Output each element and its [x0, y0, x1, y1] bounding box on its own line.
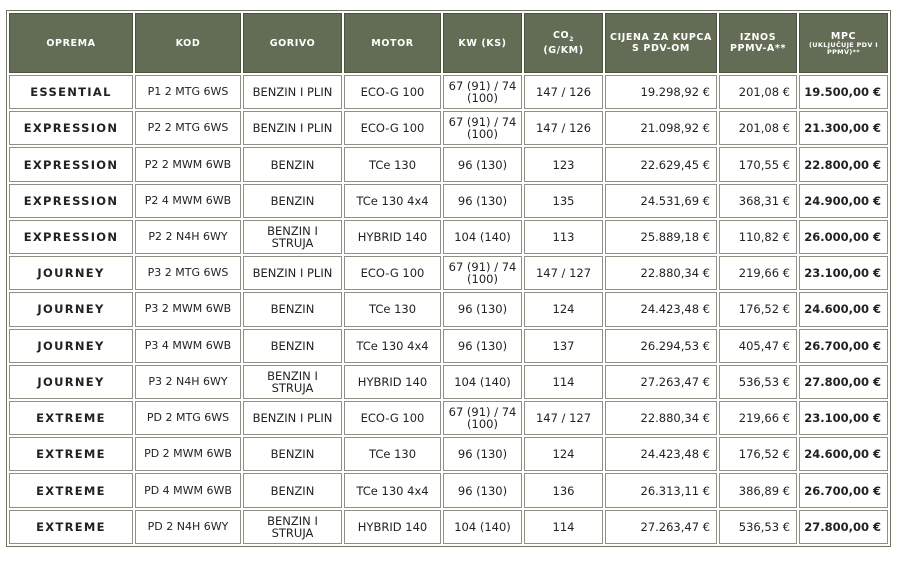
cell-mpc: 26.700,00 €: [799, 329, 888, 363]
cell-motor: ECO-G 100: [344, 401, 441, 435]
cell-co2: 135: [524, 184, 603, 218]
cell-gorivo: BENZIN: [243, 184, 342, 218]
cell-cijena: 19.298,92 €: [605, 75, 717, 109]
cell-co2: 124: [524, 437, 603, 471]
cell-gorivo: BENZIN I STRUJA: [243, 220, 342, 254]
table-row: [9, 473, 888, 507]
table-row: [9, 184, 888, 218]
cell-cijena: 24.423,48 €: [605, 292, 717, 326]
cell-gorivo: BENZIN I STRUJA: [243, 510, 342, 544]
cell-kw: 104 (140): [443, 365, 522, 399]
cell-iznos: 219,66 €: [719, 256, 797, 290]
table-row: [9, 75, 888, 109]
cell-iznos: 536,53 €: [719, 510, 797, 544]
cell-iznos: 176,52 €: [719, 437, 797, 471]
cell-motor: ECO-G 100: [344, 256, 441, 290]
cell-oprema: EXPRESSION: [9, 111, 133, 145]
cell-kod: P2 2 MWM 6WB: [135, 147, 241, 181]
header-row: [9, 13, 888, 73]
cell-kod: PD 4 MWM 6WB: [135, 473, 241, 507]
cell-oprema: JOURNEY: [9, 329, 133, 363]
header-co2-main: CO: [552, 30, 570, 42]
cell-mpc: 27.800,00 €: [799, 365, 888, 399]
cell-cijena: 26.313,11 €: [605, 473, 717, 507]
cell-motor: TCe 130: [344, 292, 441, 326]
cell-kod: PD 2 N4H 6WY: [135, 510, 241, 544]
cell-kw: 96 (130): [443, 437, 522, 471]
cell-motor: ECO-G 100: [344, 111, 441, 145]
cell-cijena: 27.263,47 €: [605, 365, 717, 399]
header-co2: [524, 13, 603, 73]
cell-kw: 67 (91) / 74 (100): [443, 111, 522, 145]
header-oprema: OPREMA: [9, 13, 133, 73]
cell-co2: 147 / 126: [524, 111, 603, 145]
cell-motor: HYBRID 140: [344, 220, 441, 254]
cell-co2: 123: [524, 147, 603, 181]
cell-motor: TCe 130: [344, 147, 441, 181]
header-co2-subscript: 2: [569, 35, 575, 43]
table-row: [9, 510, 888, 544]
cell-oprema: EXTREME: [9, 510, 133, 544]
cell-cijena: 22.880,34 €: [605, 256, 717, 290]
cell-mpc: 24.600,00 €: [799, 437, 888, 471]
cell-oprema: ESSENTIAL: [9, 75, 133, 109]
cell-co2: 147 / 127: [524, 256, 603, 290]
cell-kw: 67 (91) / 74 (100): [443, 401, 522, 435]
cell-oprema: JOURNEY: [9, 292, 133, 326]
header-motor: MOTOR: [344, 13, 441, 73]
header-kod: KOD: [135, 13, 241, 73]
cell-kw: 96 (130): [443, 292, 522, 326]
table-row: [9, 329, 888, 363]
cell-mpc: 27.800,00 €: [799, 510, 888, 544]
cell-iznos: 386,89 €: [719, 473, 797, 507]
cell-motor: TCe 130: [344, 437, 441, 471]
cell-oprema: EXPRESSION: [9, 220, 133, 254]
cell-mpc: 23.100,00 €: [799, 256, 888, 290]
cell-kod: P3 2 MWM 6WB: [135, 292, 241, 326]
cell-iznos: 368,31 €: [719, 184, 797, 218]
header-gorivo: GORIVO: [243, 13, 342, 73]
cell-mpc: 24.900,00 €: [799, 184, 888, 218]
cell-co2: 113: [524, 220, 603, 254]
table-row: [9, 437, 888, 471]
header-mpc-label: MPC: [830, 30, 857, 42]
cell-oprema: JOURNEY: [9, 365, 133, 399]
cell-kod: P3 2 N4H 6WY: [135, 365, 241, 399]
price-table-body: [9, 75, 888, 544]
cell-iznos: 176,52 €: [719, 292, 797, 326]
cell-cijena: 21.098,92 €: [605, 111, 717, 145]
cell-oprema: EXPRESSION: [9, 184, 133, 218]
table-row: [9, 256, 888, 290]
cell-kw: 67 (91) / 74 (100): [443, 75, 522, 109]
table-row: [9, 401, 888, 435]
cell-cijena: 22.880,34 €: [605, 401, 717, 435]
cell-iznos: 536,53 €: [719, 365, 797, 399]
cell-co2: 124: [524, 292, 603, 326]
cell-gorivo: BENZIN: [243, 473, 342, 507]
cell-kod: PD 2 MWM 6WB: [135, 437, 241, 471]
cell-iznos: 170,55 €: [719, 147, 797, 181]
cell-co2: 114: [524, 510, 603, 544]
cell-motor: HYBRID 140: [344, 510, 441, 544]
cell-mpc: 23.100,00 €: [799, 401, 888, 435]
cell-oprema: EXTREME: [9, 473, 133, 507]
cell-kw: 96 (130): [443, 473, 522, 507]
price-table: [6, 10, 891, 547]
cell-iznos: 110,82 €: [719, 220, 797, 254]
cell-mpc: 24.600,00 €: [799, 292, 888, 326]
cell-gorivo: BENZIN I STRUJA: [243, 365, 342, 399]
cell-mpc: 21.300,00 €: [799, 111, 888, 145]
table-row: [9, 111, 888, 145]
cell-kw: 96 (130): [443, 329, 522, 363]
cell-gorivo: BENZIN I PLIN: [243, 75, 342, 109]
cell-oprema: JOURNEY: [9, 256, 133, 290]
cell-motor: TCe 130 4x4: [344, 184, 441, 218]
cell-kod: P3 4 MWM 6WB: [135, 329, 241, 363]
cell-iznos: 405,47 €: [719, 329, 797, 363]
header-mpc-note: (UKLJUČUJE PDV I PPMV)**: [809, 40, 878, 56]
cell-kw: 104 (140): [443, 220, 522, 254]
table-row: [9, 365, 888, 399]
cell-cijena: 24.531,69 €: [605, 184, 717, 218]
cell-kod: P2 2 N4H 6WY: [135, 220, 241, 254]
cell-kod: P1 2 MTG 6WS: [135, 75, 241, 109]
cell-gorivo: BENZIN I PLIN: [243, 256, 342, 290]
cell-co2: 147 / 127: [524, 401, 603, 435]
cell-gorivo: BENZIN I PLIN: [243, 401, 342, 435]
table-row: [9, 147, 888, 181]
header-cijena: CIJENA ZA KUPCA S PDV-OM: [605, 13, 717, 73]
cell-oprema: EXPRESSION: [9, 147, 133, 181]
cell-mpc: 26.700,00 €: [799, 473, 888, 507]
cell-co2: 137: [524, 329, 603, 363]
header-mpc: [799, 13, 888, 73]
header-co2-unit: (G/KM): [543, 44, 584, 56]
cell-kw: 96 (130): [443, 147, 522, 181]
cell-co2: 114: [524, 365, 603, 399]
cell-motor: TCe 130 4x4: [344, 329, 441, 363]
cell-mpc: 26.000,00 €: [799, 220, 888, 254]
cell-cijena: 24.423,48 €: [605, 437, 717, 471]
cell-cijena: 27.263,47 €: [605, 510, 717, 544]
table-row: [9, 220, 888, 254]
cell-motor: HYBRID 140: [344, 365, 441, 399]
cell-co2: 136: [524, 473, 603, 507]
table-row: [9, 292, 888, 326]
cell-iznos: 201,08 €: [719, 75, 797, 109]
header-iznos: IZNOS PPMV-A**: [719, 13, 797, 73]
cell-gorivo: BENZIN: [243, 292, 342, 326]
cell-kw: 67 (91) / 74 (100): [443, 256, 522, 290]
cell-gorivo: BENZIN: [243, 329, 342, 363]
cell-gorivo: BENZIN I PLIN: [243, 111, 342, 145]
cell-cijena: 22.629,45 €: [605, 147, 717, 181]
header-kw: KW (KS): [443, 13, 522, 73]
cell-gorivo: BENZIN: [243, 147, 342, 181]
cell-kw: 104 (140): [443, 510, 522, 544]
cell-cijena: 26.294,53 €: [605, 329, 717, 363]
cell-oprema: EXTREME: [9, 401, 133, 435]
cell-mpc: 22.800,00 €: [799, 147, 888, 181]
cell-motor: TCe 130 4x4: [344, 473, 441, 507]
cell-kw: 96 (130): [443, 184, 522, 218]
cell-kod: P2 4 MWM 6WB: [135, 184, 241, 218]
cell-co2: 147 / 126: [524, 75, 603, 109]
cell-cijena: 25.889,18 €: [605, 220, 717, 254]
cell-iznos: 201,08 €: [719, 111, 797, 145]
cell-kod: PD 2 MTG 6WS: [135, 401, 241, 435]
cell-gorivo: BENZIN: [243, 437, 342, 471]
cell-kod: P2 2 MTG 6WS: [135, 111, 241, 145]
cell-kod: P3 2 MTG 6WS: [135, 256, 241, 290]
cell-oprema: EXTREME: [9, 437, 133, 471]
cell-iznos: 219,66 €: [719, 401, 797, 435]
cell-mpc: 19.500,00 €: [799, 75, 888, 109]
cell-motor: ECO-G 100: [344, 75, 441, 109]
